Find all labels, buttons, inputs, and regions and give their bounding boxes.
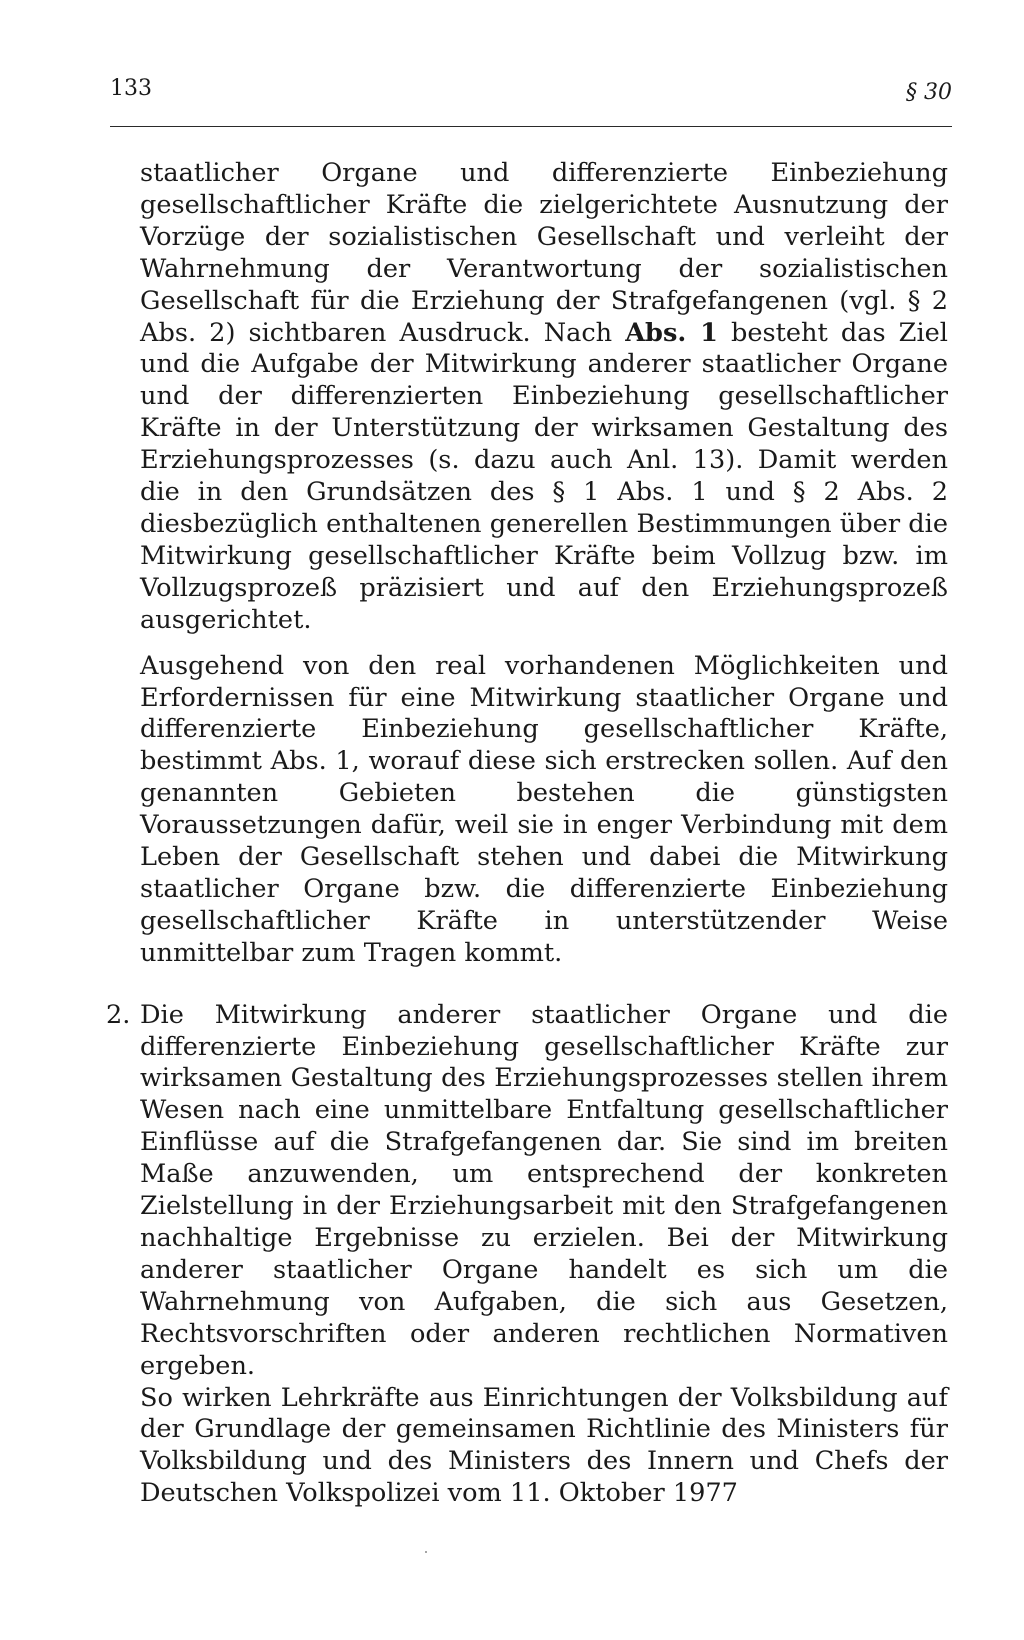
paragraph-4: So wirken Lehrkräfte aus Einrichtungen der Volksbildung auf der Grundlage der gemeinsamen Richtlinie des Ministers für Volksbildung und des Ministers des Innern und Chefs der Deutschen Volkspolizei vom 11. Oktober 1977 xyxy=(140,1382,948,1509)
speck-mark xyxy=(425,1551,427,1553)
paragraph-2: Ausgehend von den real vorhandenen Möglichkeiten und Erfordernissen für eine Mitwirkung staatlicher Organe und differenzierte Einbeziehung gesellschaftlicher Kräfte, bestimmt Abs. 1, worauf diese sich erstrecken sollen. Auf den genannten Gebieten bestehen die günstigsten Voraussetzungen dafür, weil sie in enger Verbindung mit dem Leben der Gesellschaft stehen und dabei die Mitwirkung staatlicher Organe bzw. die differenzierte Einbeziehung gesellschaftlicher Kräfte in unterstützender Weise unmittelbar zum Tragen kommt. xyxy=(140,650,948,968)
body-text xyxy=(106,158,948,1510)
item-number: 2. xyxy=(106,999,131,1030)
paragraph-1-text-a: staatlicher Organe und differenzierte Einbeziehung gesellschaftlicher Kräfte die zielgerichtete Ausnutzung der Vorzüge der sozialistischen Gesellschaft und verleiht der Wahrnehmung der Verantwortung der sozialistischen Gesellschaft für die Erziehung der Strafgefangenen (vgl. § 2 Abs. 2) sichtbaren Ausdruck. Nach xyxy=(140,158,948,348)
paragraph-3: Die Mitwirkung anderer staatlicher Organe und die differenzierte Einbeziehung gesellschaftlicher Kräfte zur wirksamen Gestaltung des Erziehungsprozesses stellen ihrem Wesen nach eine unmittelbare Entfaltung gesellschaftlicher Einflüsse auf die Strafgefangenen dar. Sie sind im breiten Maße anzuwenden, um entsprechend der konkreten Zielstellung in der Erziehungsarbeit mit den Strafgefangenen nachhaltige Ergebnisse zu erzielen. Bei der Mitwirkung anderer staatlicher Organe handelt es sich um die Wahrnehmung von Aufgaben, die sich aus Gesetzen, Rechtsvorschriften oder anderen rechtlichen Normativen ergeben. xyxy=(140,999,948,1381)
page-number: 133 xyxy=(110,76,152,101)
paragraph-1-bold-reference: Abs. 1 xyxy=(625,317,718,348)
section-reference: § 30 xyxy=(906,80,952,105)
paragraph-1 xyxy=(140,158,948,637)
page-header xyxy=(110,70,952,110)
header-rule xyxy=(110,126,952,127)
paragraph-1-text-b: besteht das Ziel und die Aufgabe der Mitwirkung anderer staatlicher Organe und der differenzierten Einbeziehung gesellschaftlicher Kräfte in der Unterstützung der wirksamen Gestaltung des Erziehungsprozesses (s. dazu auch Anl. 13). Damit werden die in den Grundsätzen des § 1 Abs. 1 und § 2 Abs. 2 diesbezüglich enthaltenen generellen Bestimmungen über die Mitwirkung gesellschaftlicher Kräfte beim Vollzug bzw. im Vollzugsprozeß präzisiert und auf den Erziehungsprozeß ausgerichtet. xyxy=(140,317,948,635)
numbered-item-2 xyxy=(106,999,948,1383)
